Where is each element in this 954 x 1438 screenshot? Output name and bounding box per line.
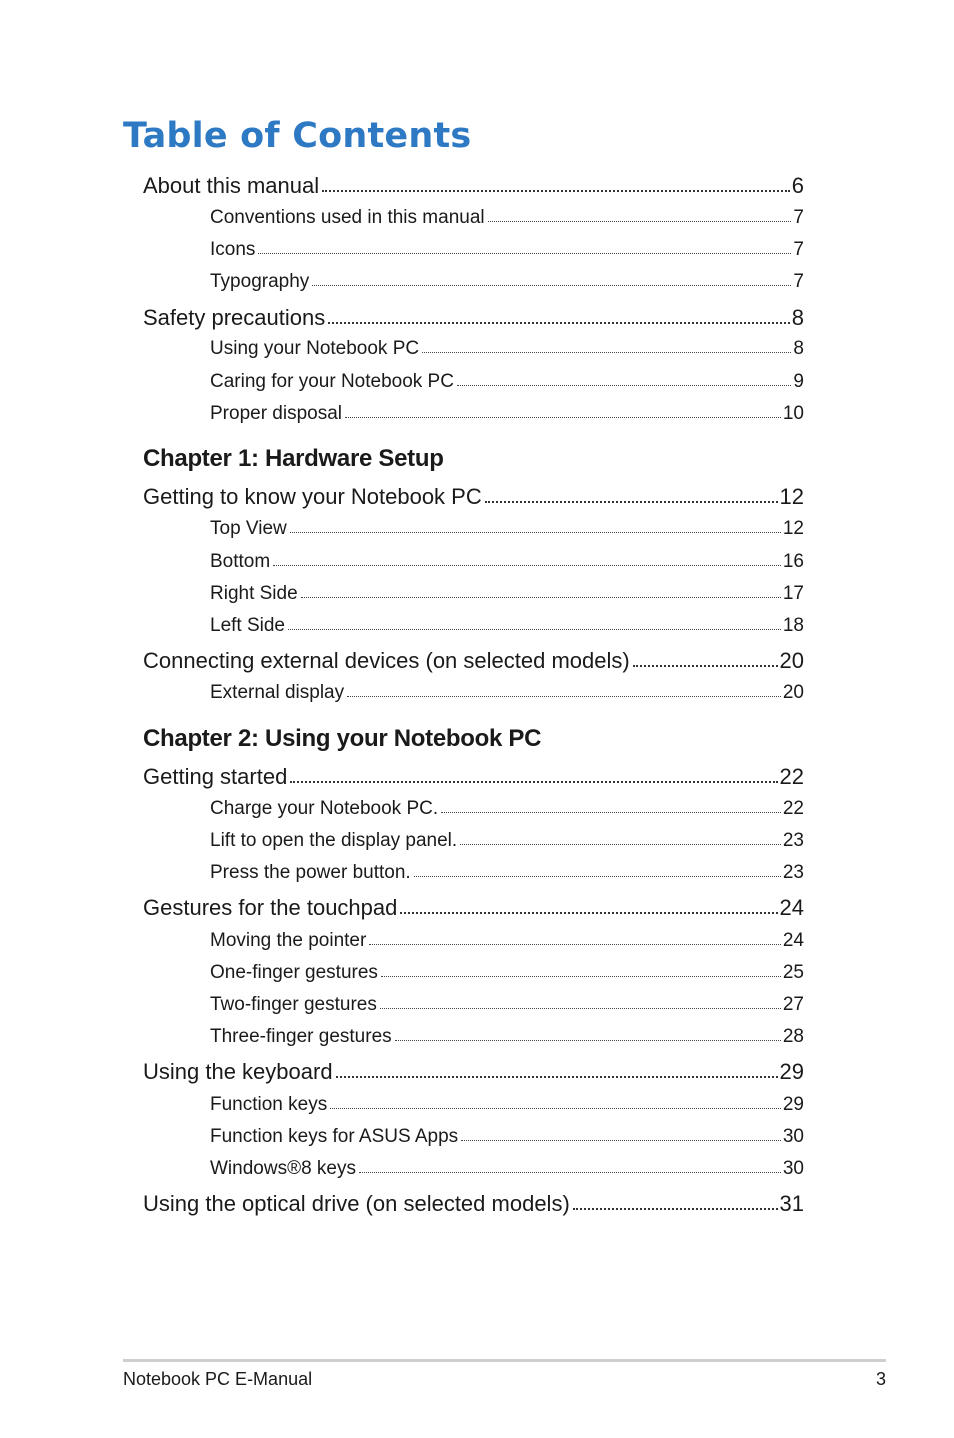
dot-leader — [422, 351, 791, 353]
toc-entry-page: 12 — [782, 518, 804, 539]
toc-entry-label: Left Side — [210, 615, 285, 636]
toc-subsection-entry[interactable] — [210, 207, 804, 229]
toc-entry-page: 8 — [793, 338, 804, 359]
page-title: Table of Contents — [123, 116, 472, 156]
dot-leader — [395, 1039, 781, 1041]
toc-entry-page: 7 — [793, 271, 804, 292]
dot-leader — [288, 628, 781, 630]
footer-page-number: 3 — [875, 1369, 886, 1389]
toc-entry-page: 30 — [782, 1158, 804, 1179]
footer-manual-name: Notebook PC E-Manual — [123, 1369, 313, 1389]
toc-section-entry[interactable] — [143, 648, 804, 674]
toc-entry-label: Using the optical drive (on selected models) — [143, 1191, 570, 1216]
toc-subsection-entry[interactable] — [210, 1026, 804, 1048]
dot-leader — [485, 500, 778, 503]
toc-entry-page: 22 — [782, 798, 804, 819]
toc-entry-label: Moving the pointer — [210, 930, 367, 951]
toc-entry-page: 31 — [779, 1191, 804, 1216]
dot-leader — [322, 189, 790, 192]
toc-section-entry[interactable] — [143, 764, 804, 790]
toc-section-entry[interactable] — [143, 173, 804, 199]
dot-leader — [414, 875, 781, 877]
toc-entry-label: Two-finger gestures — [210, 994, 377, 1015]
footer-divider — [123, 1359, 886, 1362]
dot-leader — [330, 1107, 781, 1109]
toc-entry-label: Charge your Notebook PC. — [210, 798, 439, 819]
toc-entry-label: Lift to open the display panel. — [210, 830, 458, 851]
toc-entry-page: 29 — [782, 1094, 804, 1115]
toc-entry-page: 25 — [782, 962, 804, 983]
dot-leader — [441, 811, 781, 813]
toc-section-entry[interactable] — [143, 1191, 804, 1217]
toc-subsection-entry[interactable] — [210, 798, 804, 820]
dot-leader — [347, 695, 781, 697]
dot-leader — [633, 664, 778, 667]
toc-entry-label: Right Side — [210, 583, 298, 604]
toc-entry-label: Connecting external devices (on selected models) — [143, 648, 630, 673]
toc-entry-label: External display — [210, 682, 345, 703]
toc-entry-page: 6 — [791, 173, 804, 198]
toc-entry-label: Using your Notebook PC — [210, 338, 420, 359]
dot-leader — [457, 384, 791, 386]
toc-subsection-entry[interactable] — [210, 682, 804, 704]
dot-leader — [380, 1007, 781, 1009]
toc-entry-page: 20 — [779, 648, 804, 673]
toc-subsection-entry[interactable] — [210, 830, 804, 852]
toc-entry-label: About this manual — [143, 173, 320, 198]
toc-entry-page: 7 — [793, 239, 804, 260]
dot-leader — [290, 531, 781, 533]
dot-leader — [460, 843, 781, 845]
toc-entry-label: Conventions used in this manual — [210, 207, 485, 228]
dot-leader — [290, 780, 777, 783]
toc-subsection-entry[interactable] — [210, 403, 804, 425]
dot-leader — [273, 564, 781, 566]
toc-entry-label: Using the keyboard — [143, 1059, 333, 1084]
toc-entry-label: Getting started — [143, 764, 288, 789]
toc-subsection-entry[interactable] — [210, 518, 804, 540]
toc-entry-label: Safety precautions — [143, 305, 326, 330]
toc-subsection-entry[interactable] — [210, 338, 804, 360]
toc-entry-label: Gestures for the touchpad — [143, 895, 398, 920]
toc-entry-label: One-finger gestures — [210, 962, 378, 983]
toc-subsection-entry[interactable] — [210, 615, 804, 637]
toc-entry-page: 28 — [782, 1026, 804, 1047]
toc-entry-page: 17 — [782, 583, 804, 604]
toc-entry-label: Top View — [210, 518, 287, 539]
toc-entry-page: 10 — [782, 403, 804, 424]
toc-entry-label: Three-finger gestures — [210, 1026, 392, 1047]
toc-section-entry[interactable] — [143, 484, 804, 510]
dot-leader — [381, 975, 781, 977]
dot-leader — [461, 1139, 781, 1141]
chapter-heading: Chapter 2: Using your Notebook PC — [143, 725, 542, 752]
toc-section-entry[interactable] — [143, 305, 804, 331]
dot-leader — [301, 596, 781, 598]
toc-subsection-entry[interactable] — [210, 1158, 804, 1180]
toc-entry-label: Proper disposal — [210, 403, 343, 424]
toc-entry-page: 27 — [782, 994, 804, 1015]
toc-subsection-entry[interactable] — [210, 583, 804, 605]
toc-entry-page: 24 — [782, 930, 804, 951]
dot-leader — [359, 1171, 781, 1173]
toc-subsection-entry[interactable] — [210, 994, 804, 1016]
toc-entry-label: Function keys for ASUS Apps — [210, 1126, 459, 1147]
toc-entry-page: 22 — [779, 764, 804, 789]
dot-leader — [258, 252, 791, 254]
toc-entry-page: 7 — [793, 207, 804, 228]
toc-entry-label: Typography — [210, 271, 310, 292]
toc-subsection-entry[interactable] — [210, 239, 804, 261]
dot-leader — [488, 220, 792, 222]
toc-entry-page: 24 — [779, 895, 804, 920]
toc-subsection-entry[interactable] — [210, 962, 804, 984]
toc-subsection-entry[interactable] — [210, 551, 804, 573]
toc-subsection-entry[interactable] — [210, 271, 804, 293]
dot-leader — [345, 416, 781, 418]
toc-entry-page: 23 — [782, 862, 804, 883]
toc-section-entry[interactable] — [143, 1059, 804, 1085]
dot-leader — [400, 911, 777, 914]
toc-subsection-entry[interactable] — [210, 371, 804, 393]
toc-entry-page: 9 — [793, 371, 804, 392]
toc-subsection-entry[interactable] — [210, 1094, 804, 1116]
toc-entry-page: 30 — [782, 1126, 804, 1147]
dot-leader — [328, 321, 790, 324]
toc-entry-page: 18 — [782, 615, 804, 636]
toc-subsection-entry[interactable] — [210, 1126, 804, 1148]
dot-leader — [369, 943, 781, 945]
toc-entry-label: Getting to know your Notebook PC — [143, 484, 482, 509]
toc-entry-page: 20 — [782, 682, 804, 703]
toc-entry-page: 23 — [782, 830, 804, 851]
toc-entry-label: Function keys — [210, 1094, 328, 1115]
toc-section-entry[interactable] — [143, 895, 804, 921]
toc-entry-page: 12 — [779, 484, 804, 509]
toc-entry-label: Icons — [210, 239, 256, 260]
toc-entry-page: 16 — [782, 551, 804, 572]
toc-entry-page: 8 — [791, 305, 804, 330]
dot-leader — [573, 1207, 778, 1210]
toc-subsection-entry[interactable] — [210, 862, 804, 884]
toc-subsection-entry[interactable] — [210, 930, 804, 952]
toc-entry-label: Press the power button. — [210, 862, 411, 883]
chapter-heading: Chapter 1: Hardware Setup — [143, 445, 444, 472]
toc-entry-page: 29 — [779, 1059, 804, 1084]
dot-leader — [336, 1075, 778, 1078]
toc-entry-label: Bottom — [210, 551, 271, 572]
dot-leader — [312, 284, 791, 286]
toc-entry-label: Caring for your Notebook PC — [210, 371, 454, 392]
toc-entry-label: Windows®8 keys — [210, 1158, 356, 1179]
